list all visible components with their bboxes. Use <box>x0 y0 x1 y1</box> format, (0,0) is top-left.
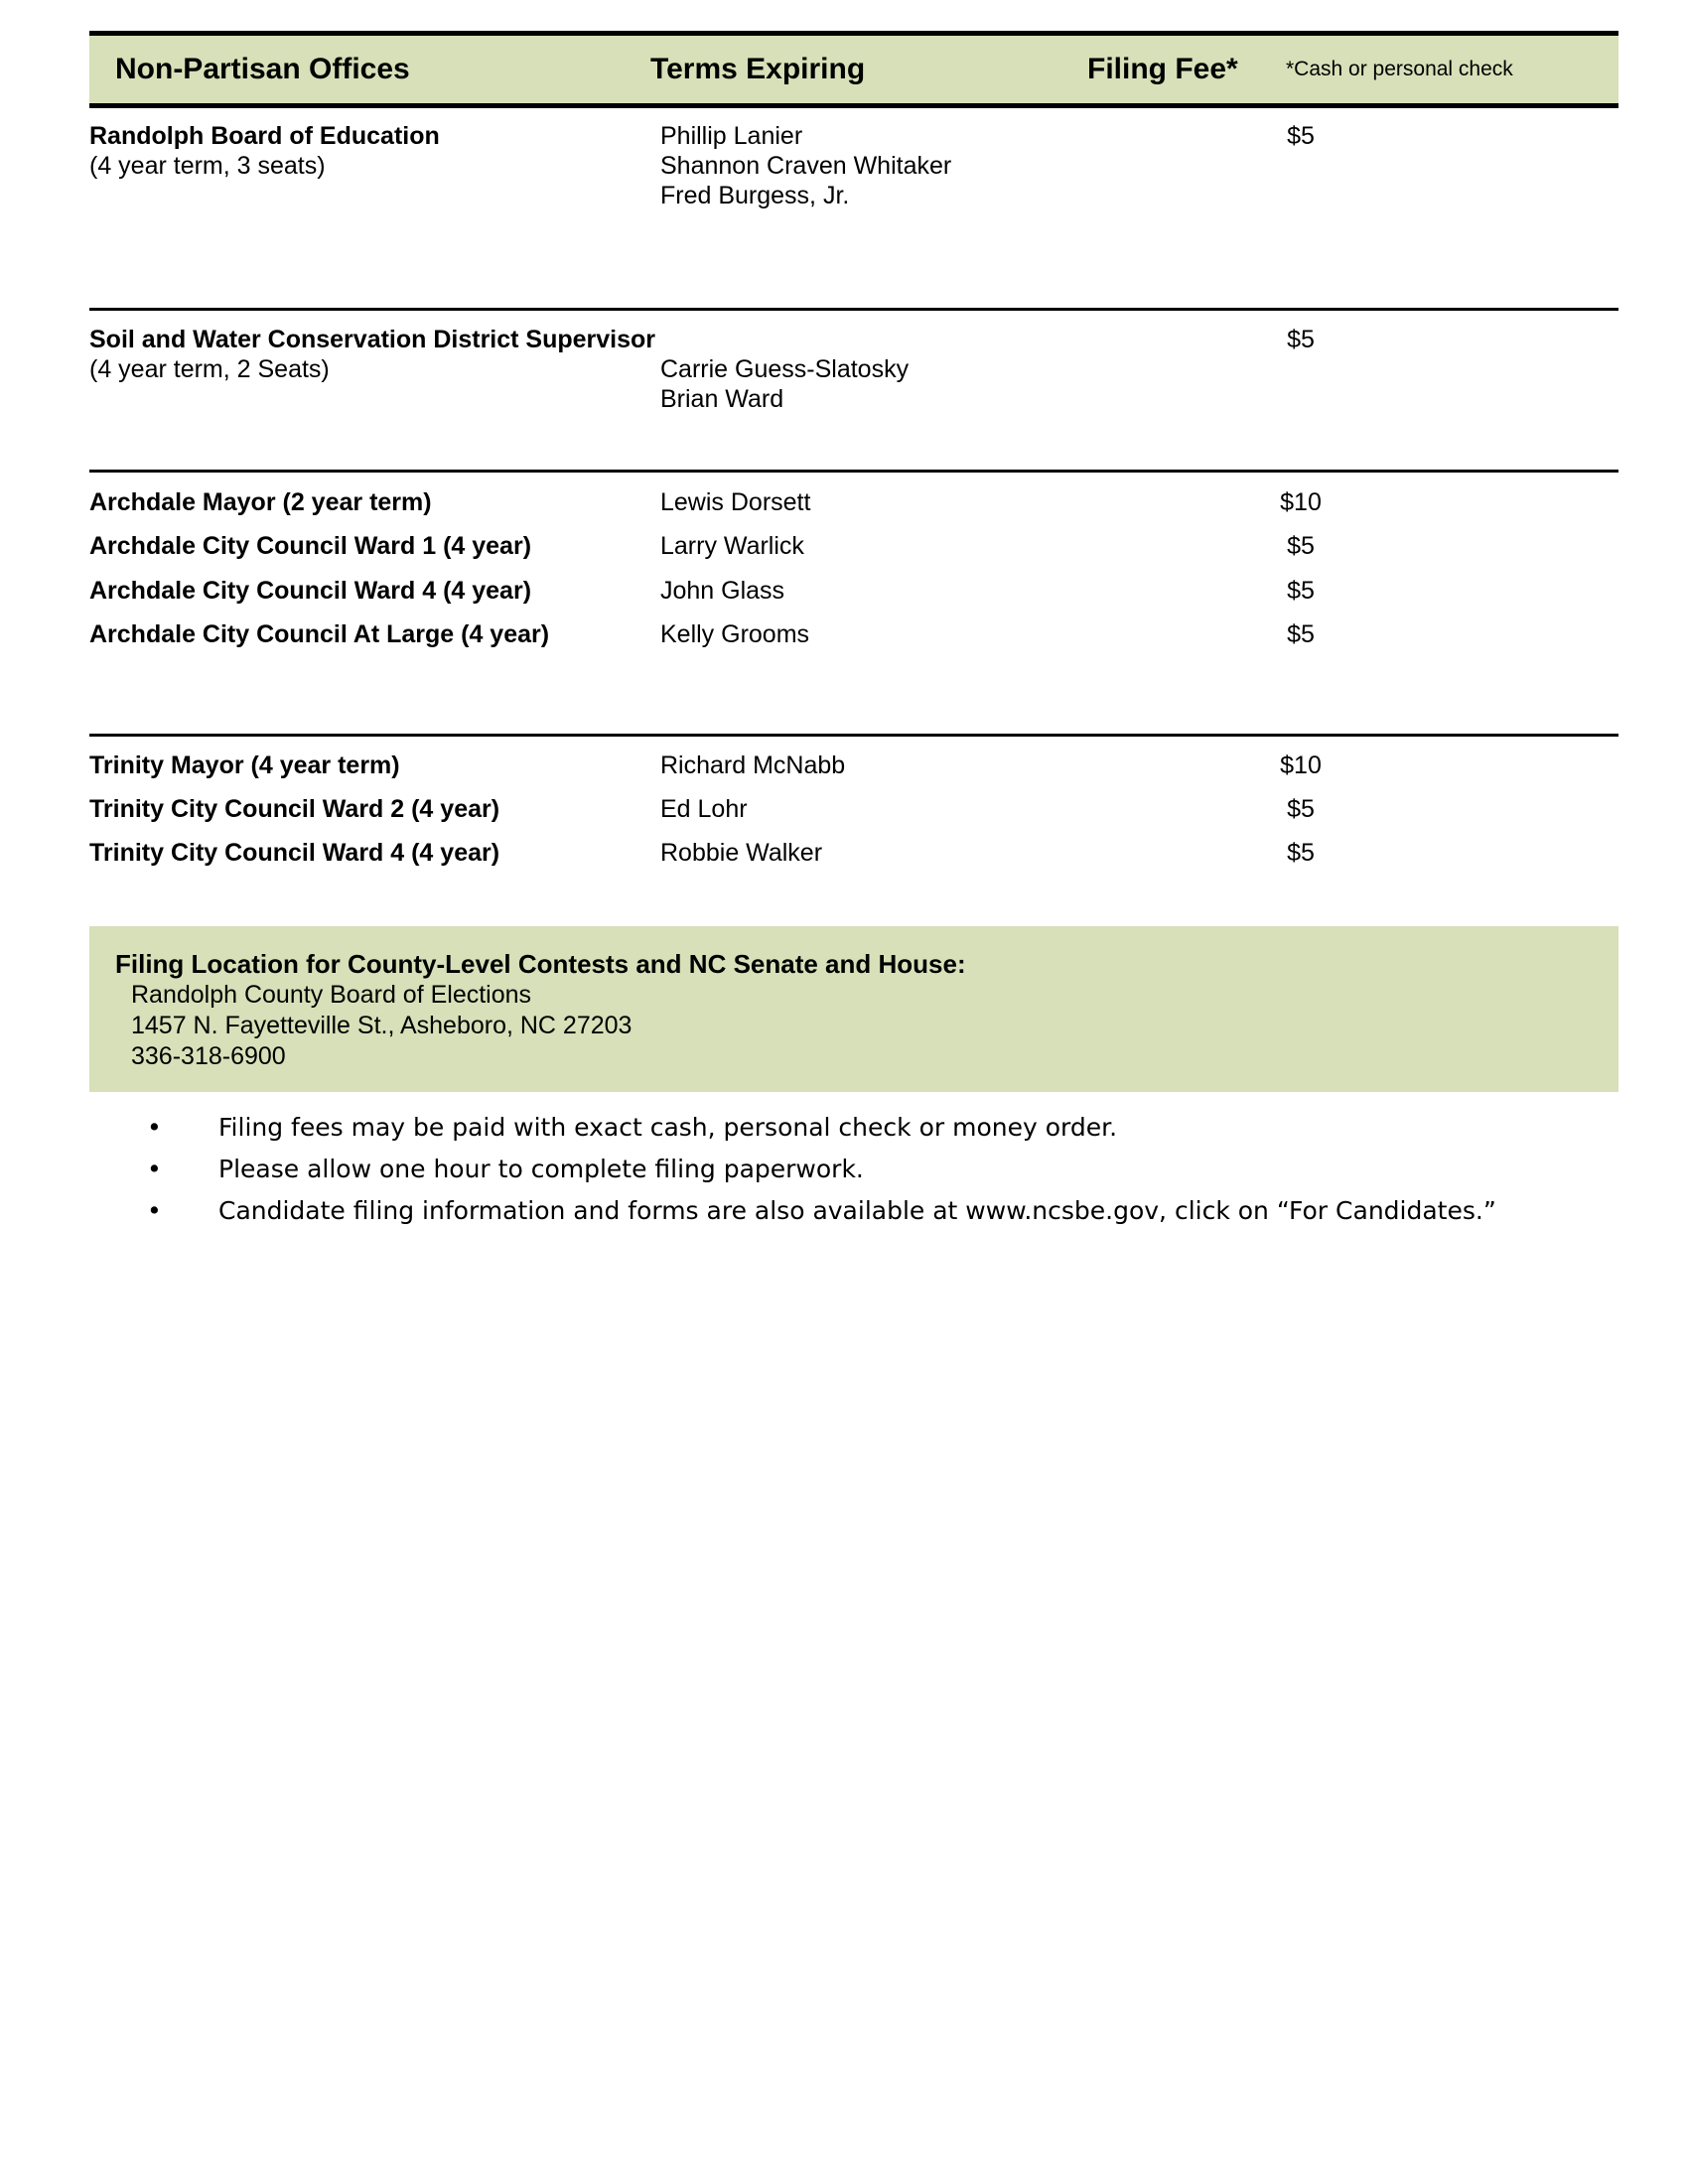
office-label: Archdale City Council Ward 4 (4 year) <box>89 577 532 605</box>
candidate-name: Phillip Lanier <box>660 122 803 150</box>
table-row <box>89 487 1618 527</box>
filing-fee-value: $5 <box>1287 839 1315 867</box>
filing-location-title: Filing Location for County-Level Contests and NC Senate and House: <box>115 949 966 979</box>
section-archdale <box>89 470 1618 734</box>
filing-fee-value: $5 <box>1287 122 1315 150</box>
office-label: Trinity City Council Ward 2 (4 year) <box>89 795 500 823</box>
filing-location-organization: Randolph County Board of Elections <box>131 981 532 1009</box>
note-text: Filing fees may be paid with exact cash, personal check or money order. <box>218 1113 1118 1142</box>
column-header-fee-note: *Cash or personal check <box>1286 58 1513 80</box>
candidate-name: Kelly Grooms <box>660 620 810 648</box>
office-term-note: (4 year term, 3 seats) <box>89 152 326 180</box>
list-item <box>89 1154 1618 1195</box>
office-label: Randolph Board of Education <box>89 122 440 150</box>
list-item <box>89 1195 1618 1237</box>
column-header-offices: Non-Partisan Offices <box>115 53 410 85</box>
bullet-icon: • <box>147 1113 162 1142</box>
filing-location-block <box>89 926 1618 1092</box>
table-row <box>89 751 1618 790</box>
table-row <box>89 619 1618 659</box>
candidate-name: Brian Ward <box>660 385 784 413</box>
table-row <box>89 531 1618 571</box>
office-term-note: (4 year term, 2 Seats) <box>89 355 330 383</box>
list-item <box>89 1112 1618 1154</box>
table-row <box>89 181 1618 220</box>
candidate-name: Shannon Craven Whitaker <box>660 152 952 180</box>
table-header-band <box>89 31 1618 108</box>
filing-location-phone: 336-318-6900 <box>131 1042 286 1070</box>
office-label: Soil and Water Conservation District Supervisor <box>89 326 656 353</box>
filing-fee-value: $10 <box>1280 751 1322 779</box>
section-board-of-education <box>89 108 1618 308</box>
section-trinity <box>89 734 1618 866</box>
filing-fee-value: $5 <box>1287 620 1315 648</box>
office-label: Archdale City Council At Large (4 year) <box>89 620 550 648</box>
candidate-name: John Glass <box>660 577 785 605</box>
filing-fee-value: $5 <box>1287 326 1315 353</box>
notes-list <box>89 1112 1618 1237</box>
filing-location-address: 1457 N. Fayetteville St., Asheboro, NC 27203 <box>131 1012 633 1039</box>
candidate-name: Lewis Dorsett <box>660 488 811 516</box>
table-row <box>89 794 1618 834</box>
filing-fee-value: $5 <box>1287 532 1315 560</box>
note-text: Please allow one hour to complete filing paperwork. <box>218 1155 864 1183</box>
table-row <box>89 838 1618 878</box>
office-label: Trinity Mayor (4 year term) <box>89 751 400 779</box>
candidate-name: Larry Warlick <box>660 532 804 560</box>
table-header-row <box>89 36 1618 103</box>
filing-fee-value: $5 <box>1287 795 1315 823</box>
candidate-name: Richard McNabb <box>660 751 846 779</box>
table-row <box>89 576 1618 615</box>
candidate-name: Ed Lohr <box>660 795 748 823</box>
offices-table-body <box>89 108 1618 866</box>
office-label: Archdale City Council Ward 1 (4 year) <box>89 532 532 560</box>
filing-fee-value: $5 <box>1287 577 1315 605</box>
table-row <box>89 384 1618 424</box>
candidate-name: Robbie Walker <box>660 839 823 867</box>
filing-fee-value: $10 <box>1280 488 1322 516</box>
note-text: Candidate filing information and forms are also available at www.ncsbe.gov, click on “For Candidates.” <box>218 1196 1496 1225</box>
candidate-name: Carrie Guess-Slatosky <box>660 355 910 383</box>
bullet-icon: • <box>147 1155 162 1183</box>
bullet-icon: • <box>147 1196 162 1225</box>
office-label: Trinity City Council Ward 4 (4 year) <box>89 839 500 867</box>
column-header-terms-expiring: Terms Expiring <box>650 53 866 85</box>
office-label: Archdale Mayor (2 year term) <box>89 488 432 516</box>
candidate-name: Fred Burgess, Jr. <box>660 182 850 209</box>
section-soil-and-water <box>89 308 1618 470</box>
column-header-filing-fee: Filing Fee* <box>1087 53 1238 85</box>
